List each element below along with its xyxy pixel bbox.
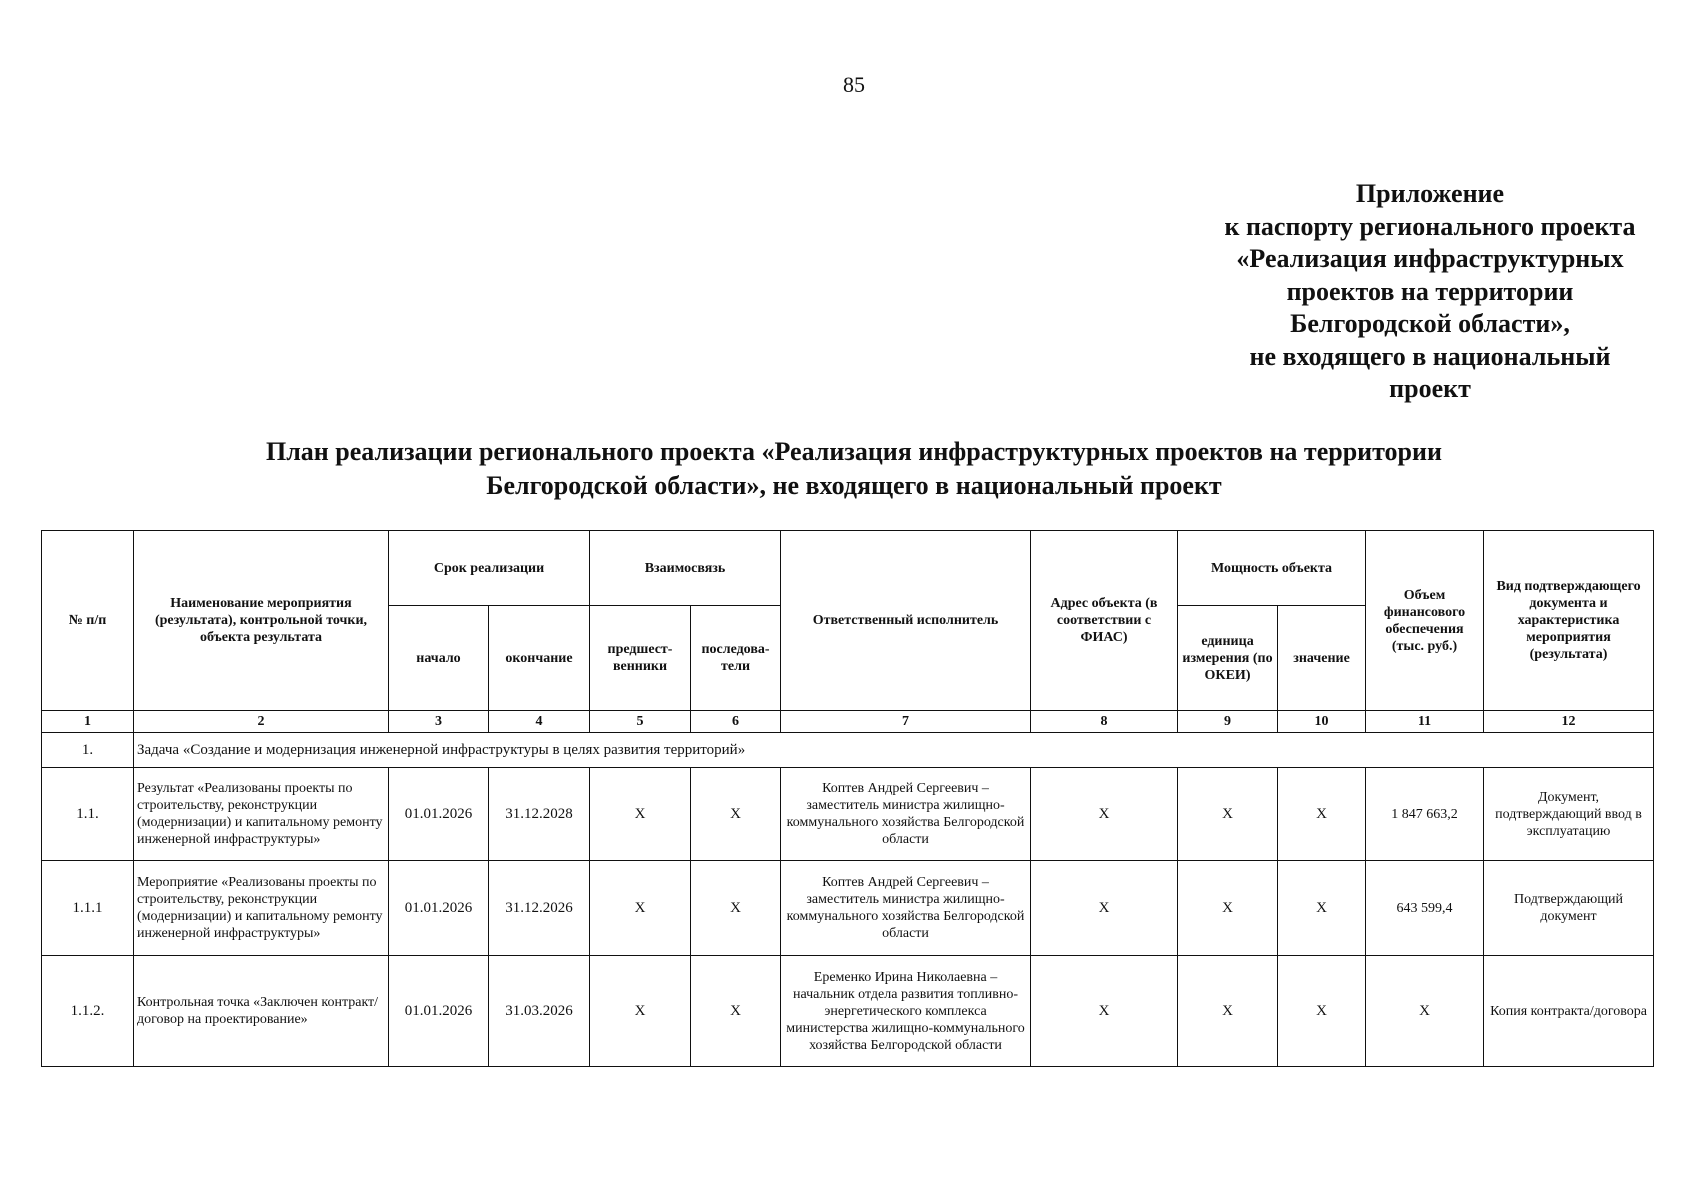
column-number-row: [42, 711, 1654, 733]
row-unit: X: [1178, 768, 1278, 861]
row-next: X: [691, 861, 781, 956]
header-term-start: начало: [389, 606, 489, 711]
header-link: Взаимосвязь: [590, 531, 781, 606]
table-row: [42, 956, 1654, 1067]
title-line-1: План реализации регионального проекта «Реализация инфраструктурных проектов на территории: [266, 437, 1442, 466]
row-num: 1.1.1: [42, 861, 134, 956]
row-responsible: Еременко Ирина Николаевна – начальник отдела развития топливно-энергетического комплекса министерства жилищно-коммунального хозяйства Белгородской области: [781, 956, 1031, 1067]
header-link-pred: предшест-венники: [590, 606, 691, 711]
header-cap-unit: единица измерения (по ОКЕИ): [1178, 606, 1278, 711]
row-end: 31.12.2026: [489, 861, 590, 956]
row-address: X: [1031, 861, 1178, 956]
appendix-line: «Реализация инфраструктурных: [1236, 244, 1624, 273]
column-number: 7: [781, 711, 1031, 733]
header-address: Адрес объекта (в соответствии с ФИАС): [1031, 531, 1178, 711]
appendix-line: проектов на территории: [1286, 276, 1574, 306]
row-address: X: [1031, 956, 1178, 1067]
column-number: 6: [691, 711, 781, 733]
header-term: Срок реализации: [389, 531, 590, 606]
row-doc: Подтверждающий документ: [1484, 861, 1654, 956]
row-value: X: [1278, 956, 1366, 1067]
appendix-line: проект: [1389, 374, 1471, 403]
row-start: 01.01.2026: [389, 768, 489, 861]
plan-table: [41, 530, 1654, 1067]
column-number: 5: [590, 711, 691, 733]
row-pred: X: [590, 956, 691, 1067]
row-name: Контрольная точка «Заключен контракт/договор на проектирование»: [134, 956, 389, 1067]
appendix-line: Белгородской области»,: [1290, 309, 1570, 338]
task-num: 1.: [42, 733, 134, 768]
row-doc: Копия контракта/договора: [1484, 956, 1654, 1067]
task-text: Задача «Создание и модернизация инженерной инфраструктуры в целях развития территорий»: [134, 733, 1654, 768]
header-name: Наименование мероприятия (результата), контрольной точки, объекта результата: [134, 531, 389, 711]
row-end: 31.12.2028: [489, 768, 590, 861]
appendix-line: к паспорту регионального проекта: [1224, 211, 1636, 241]
header-capacity: Мощность объекта: [1178, 531, 1366, 606]
header-link-next: последова-тели: [691, 606, 781, 711]
row-responsible: Коптев Андрей Сергеевич – заместитель министра жилищно-коммунального хозяйства Белгородской области: [781, 861, 1031, 956]
column-number: 12: [1484, 711, 1654, 733]
row-name: Мероприятие «Реализованы проекты по строительству, реконструкции (модернизации) и капитальному ремонту инженерной инфраструктуры»: [134, 861, 389, 956]
row-start: 01.01.2026: [389, 956, 489, 1067]
row-num: 1.1.2.: [42, 956, 134, 1067]
header-num: № п/п: [42, 531, 134, 711]
row-next: X: [691, 768, 781, 861]
column-number: 9: [1178, 711, 1278, 733]
row-finance: 1 847 663,2: [1366, 768, 1484, 861]
row-doc: Документ, подтверждающий ввод в эксплуатацию: [1484, 768, 1654, 861]
appendix-heading: [1150, 178, 1708, 406]
header-term-end: окончание: [489, 606, 590, 711]
column-number: 3: [389, 711, 489, 733]
row-next: X: [691, 956, 781, 1067]
table-row: [42, 768, 1654, 861]
row-pred: X: [590, 861, 691, 956]
column-number: 8: [1031, 711, 1178, 733]
column-number: 4: [489, 711, 590, 733]
header-cap-value: значение: [1278, 606, 1366, 711]
row-address: X: [1031, 768, 1178, 861]
task-row: [42, 733, 1654, 768]
appendix-line: не входящего в национальный: [1249, 341, 1611, 371]
column-number: 11: [1366, 711, 1484, 733]
row-name: Результат «Реализованы проекты по строительству, реконструкции (модернизации) и капитальному ремонту инженерной инфраструктуры»: [134, 768, 389, 861]
row-responsible: Коптев Андрей Сергеевич – заместитель министра жилищно-коммунального хозяйства Белгородской области: [781, 768, 1031, 861]
row-unit: X: [1178, 861, 1278, 956]
row-finance: 643 599,4: [1366, 861, 1484, 956]
table-row: [42, 861, 1654, 956]
title-line-2: Белгородской области», не входящего в национальный проект: [486, 471, 1222, 500]
header-row: [42, 531, 1654, 606]
row-start: 01.01.2026: [389, 861, 489, 956]
row-end: 31.03.2026: [489, 956, 590, 1067]
row-num: 1.1.: [42, 768, 134, 861]
row-value: X: [1278, 861, 1366, 956]
header-responsible: Ответственный исполнитель: [781, 531, 1031, 711]
header-doc-type: Вид подтверждающего документа и характеристика мероприятия (результата): [1484, 531, 1654, 711]
row-finance: X: [1366, 956, 1484, 1067]
column-number: 1: [42, 711, 134, 733]
page-number: 85: [843, 72, 865, 97]
row-unit: X: [1178, 956, 1278, 1067]
header-finance: Объем финансового обеспечения (тыс. руб.): [1366, 531, 1484, 711]
document-title: [0, 435, 1708, 503]
column-number: 10: [1278, 711, 1366, 733]
row-pred: X: [590, 768, 691, 861]
row-value: X: [1278, 768, 1366, 861]
appendix-line: Приложение: [1355, 179, 1505, 208]
column-number: 2: [134, 711, 389, 733]
